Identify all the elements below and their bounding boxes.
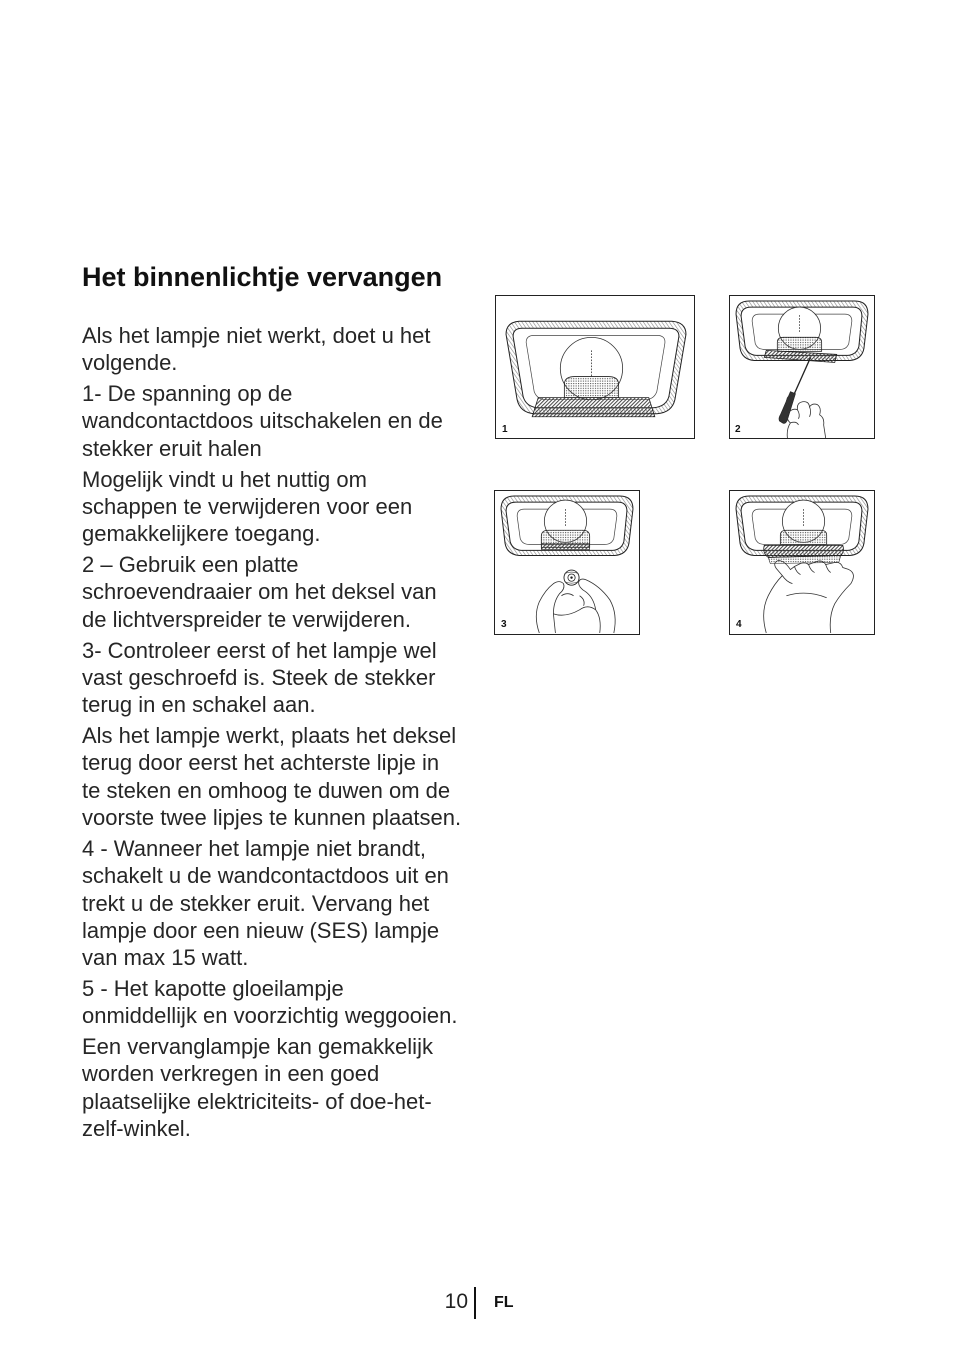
page-number: 10 <box>444 1290 468 1313</box>
intro-paragraph: Als het lampje niet werkt, doet u het volgende. <box>82 323 431 376</box>
hand <box>536 579 615 633</box>
lamp-socket <box>564 377 618 398</box>
lamp-socket <box>777 337 821 351</box>
lamp-socket <box>780 530 826 544</box>
step-5-paragraph: 5 - Het kapotte gloeilampje onmiddellijk en voorzichtig weggooien. <box>82 975 458 1029</box>
figure-2 <box>729 295 875 439</box>
figure-3 <box>494 490 640 635</box>
figure-4 <box>729 490 875 635</box>
light-diffuser-cover <box>532 398 655 417</box>
figure-2-illustration <box>730 296 874 438</box>
tip-paragraph: Mogelijk vindt u het nuttig om schappen te verwijderen voor een gemakkelijkere toegang. <box>82 466 413 547</box>
figure-2-label: 2 <box>735 423 741 435</box>
lamp-socket <box>541 530 589 549</box>
figure-1-illustration <box>496 296 694 438</box>
step-3-paragraph: 3- Controleer eerst of het lampje wel vast geschroefd is. Steek de stekker terug in en schakel aan. <box>82 637 437 718</box>
hand <box>764 560 854 633</box>
footer-divider <box>474 1287 476 1319</box>
light-bulb <box>564 570 579 585</box>
instructions-text <box>82 322 482 1146</box>
figure-1-label: 1 <box>502 423 508 435</box>
screwdriver <box>779 357 811 423</box>
figure-1 <box>495 295 695 439</box>
step-4-paragraph: 4 - Wanneer het lampje niet brandt, schakelt u de wandcontactdoos uit en trekt u de stekker eruit. Vervang het lampje door een nieuw (SES) lampje van max 15 watt. <box>82 835 449 971</box>
replacement-note-paragraph: Een vervanglampje kan gemakkelijk worden verkregen in een goed plaatselijke elektriciteits- of doe-het- zelf-winkel. <box>82 1034 433 1142</box>
step-1-paragraph: 1- De spanning op de wandcontactdoos uitschakelen en de stekker eruit halen <box>82 381 443 461</box>
language-code: FL <box>494 1294 514 1311</box>
light-diffuser-cover <box>764 545 844 563</box>
figure-4-label: 4 <box>736 618 742 630</box>
page-title: Het binnenlichtje vervangen <box>82 262 443 292</box>
figure-3-illustration <box>495 491 639 634</box>
figure-4-illustration <box>730 491 874 634</box>
reassembly-paragraph: Als het lampje werkt, plaats het deksel terug door eerst het achterste lipje in te steken en omhoog te duwen om de voorste twee lipjes te kunnen plaatsen. <box>82 723 462 831</box>
figure-3-label: 3 <box>501 618 507 630</box>
step-2-paragraph: 2 – Gebruik een platte schroevendraaier om het deksel van de lichtverspreider te verwijderen. <box>82 552 437 632</box>
